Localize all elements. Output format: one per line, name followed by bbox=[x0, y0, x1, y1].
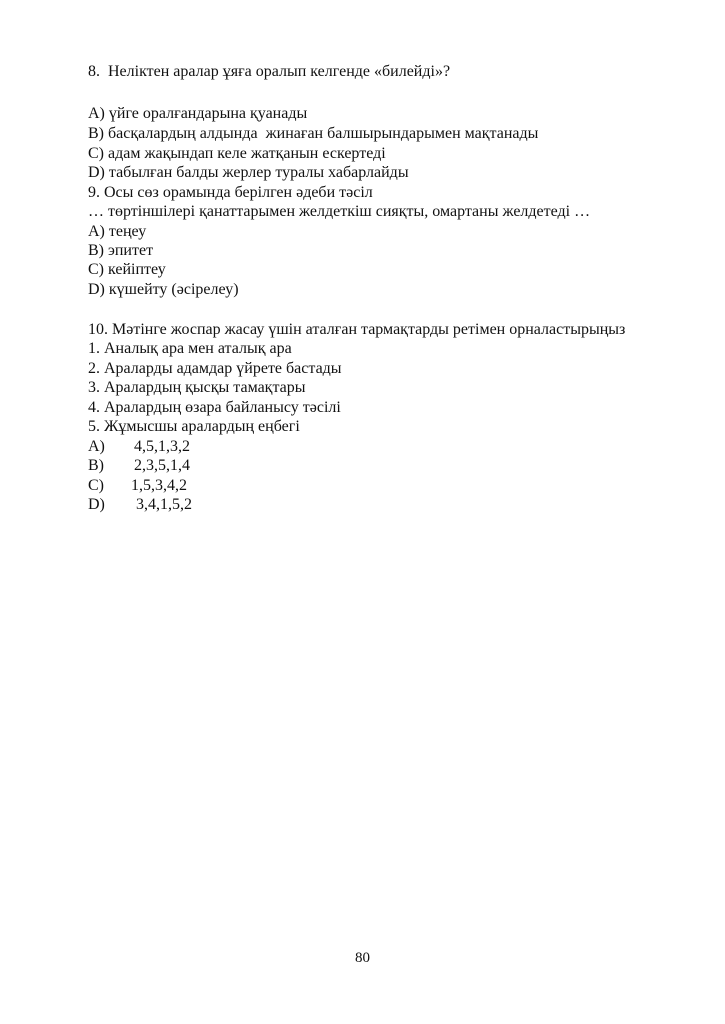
q10-item-2: 2. Араларды адамдар үйрете бастады bbox=[88, 360, 342, 377]
q10-item-3: 3. Аралардың қысқы тамақтары bbox=[88, 379, 306, 396]
q8-option-a: A) үйге оралғандарына қуанады bbox=[88, 105, 308, 122]
q8-option-b: B) басқалардың алдында жинаған балшырындарымен мақтанады bbox=[88, 125, 539, 142]
option-value: 4,5,1,3,2 bbox=[134, 438, 190, 455]
q10-item-4: 4. Аралардың өзара байланысу тәсілі bbox=[88, 399, 341, 416]
q9-option-d: D) күшейту (әсірелеу) bbox=[88, 281, 239, 298]
option-letter: B) bbox=[88, 457, 104, 474]
option-value: 1,5,3,4,2 bbox=[131, 477, 187, 494]
q10-option-c bbox=[88, 476, 187, 496]
page-number: 80 bbox=[355, 950, 370, 966]
q10-option-b bbox=[88, 456, 190, 476]
q9-quote: … төртіншілері қанаттарымен желдеткіш сияқты, омартаны желдетеді … bbox=[88, 203, 591, 220]
option-letter: D) bbox=[88, 496, 105, 513]
question-9: 9. Осы сөз орамында берілген әдеби тәсіл bbox=[88, 184, 373, 201]
option-value: 2,3,5,1,4 bbox=[134, 457, 190, 474]
q8-option-c: C) адам жақындап келе жатқанын ескертеді bbox=[88, 145, 386, 162]
q9-option-b: B) эпитет bbox=[88, 242, 154, 259]
question-10: 10. Мәтінге жоспар жасау үшін аталған тармақтарды ретімен орналастырыңыз bbox=[88, 321, 626, 338]
option-letter: A) bbox=[88, 438, 105, 455]
q10-item-1: 1. Аналық ара мен аталық ара bbox=[88, 340, 292, 357]
option-value: 3,4,1,5,2 bbox=[136, 496, 192, 513]
q10-option-a bbox=[88, 437, 190, 457]
q8-option-d: D) табылған балды жерлер туралы хабарлайды bbox=[88, 164, 409, 181]
q10-item-5: 5. Жұмысшы аралардың еңбегі bbox=[88, 418, 300, 435]
q9-option-a: A) теңеу bbox=[88, 223, 147, 240]
q10-option-d bbox=[88, 495, 192, 515]
q9-option-c: C) кейіптеу bbox=[88, 261, 166, 278]
question-8: 8. Неліктен аралар ұяға оралып келгенде «билейді»? bbox=[88, 63, 451, 80]
option-letter: C) bbox=[88, 477, 104, 494]
